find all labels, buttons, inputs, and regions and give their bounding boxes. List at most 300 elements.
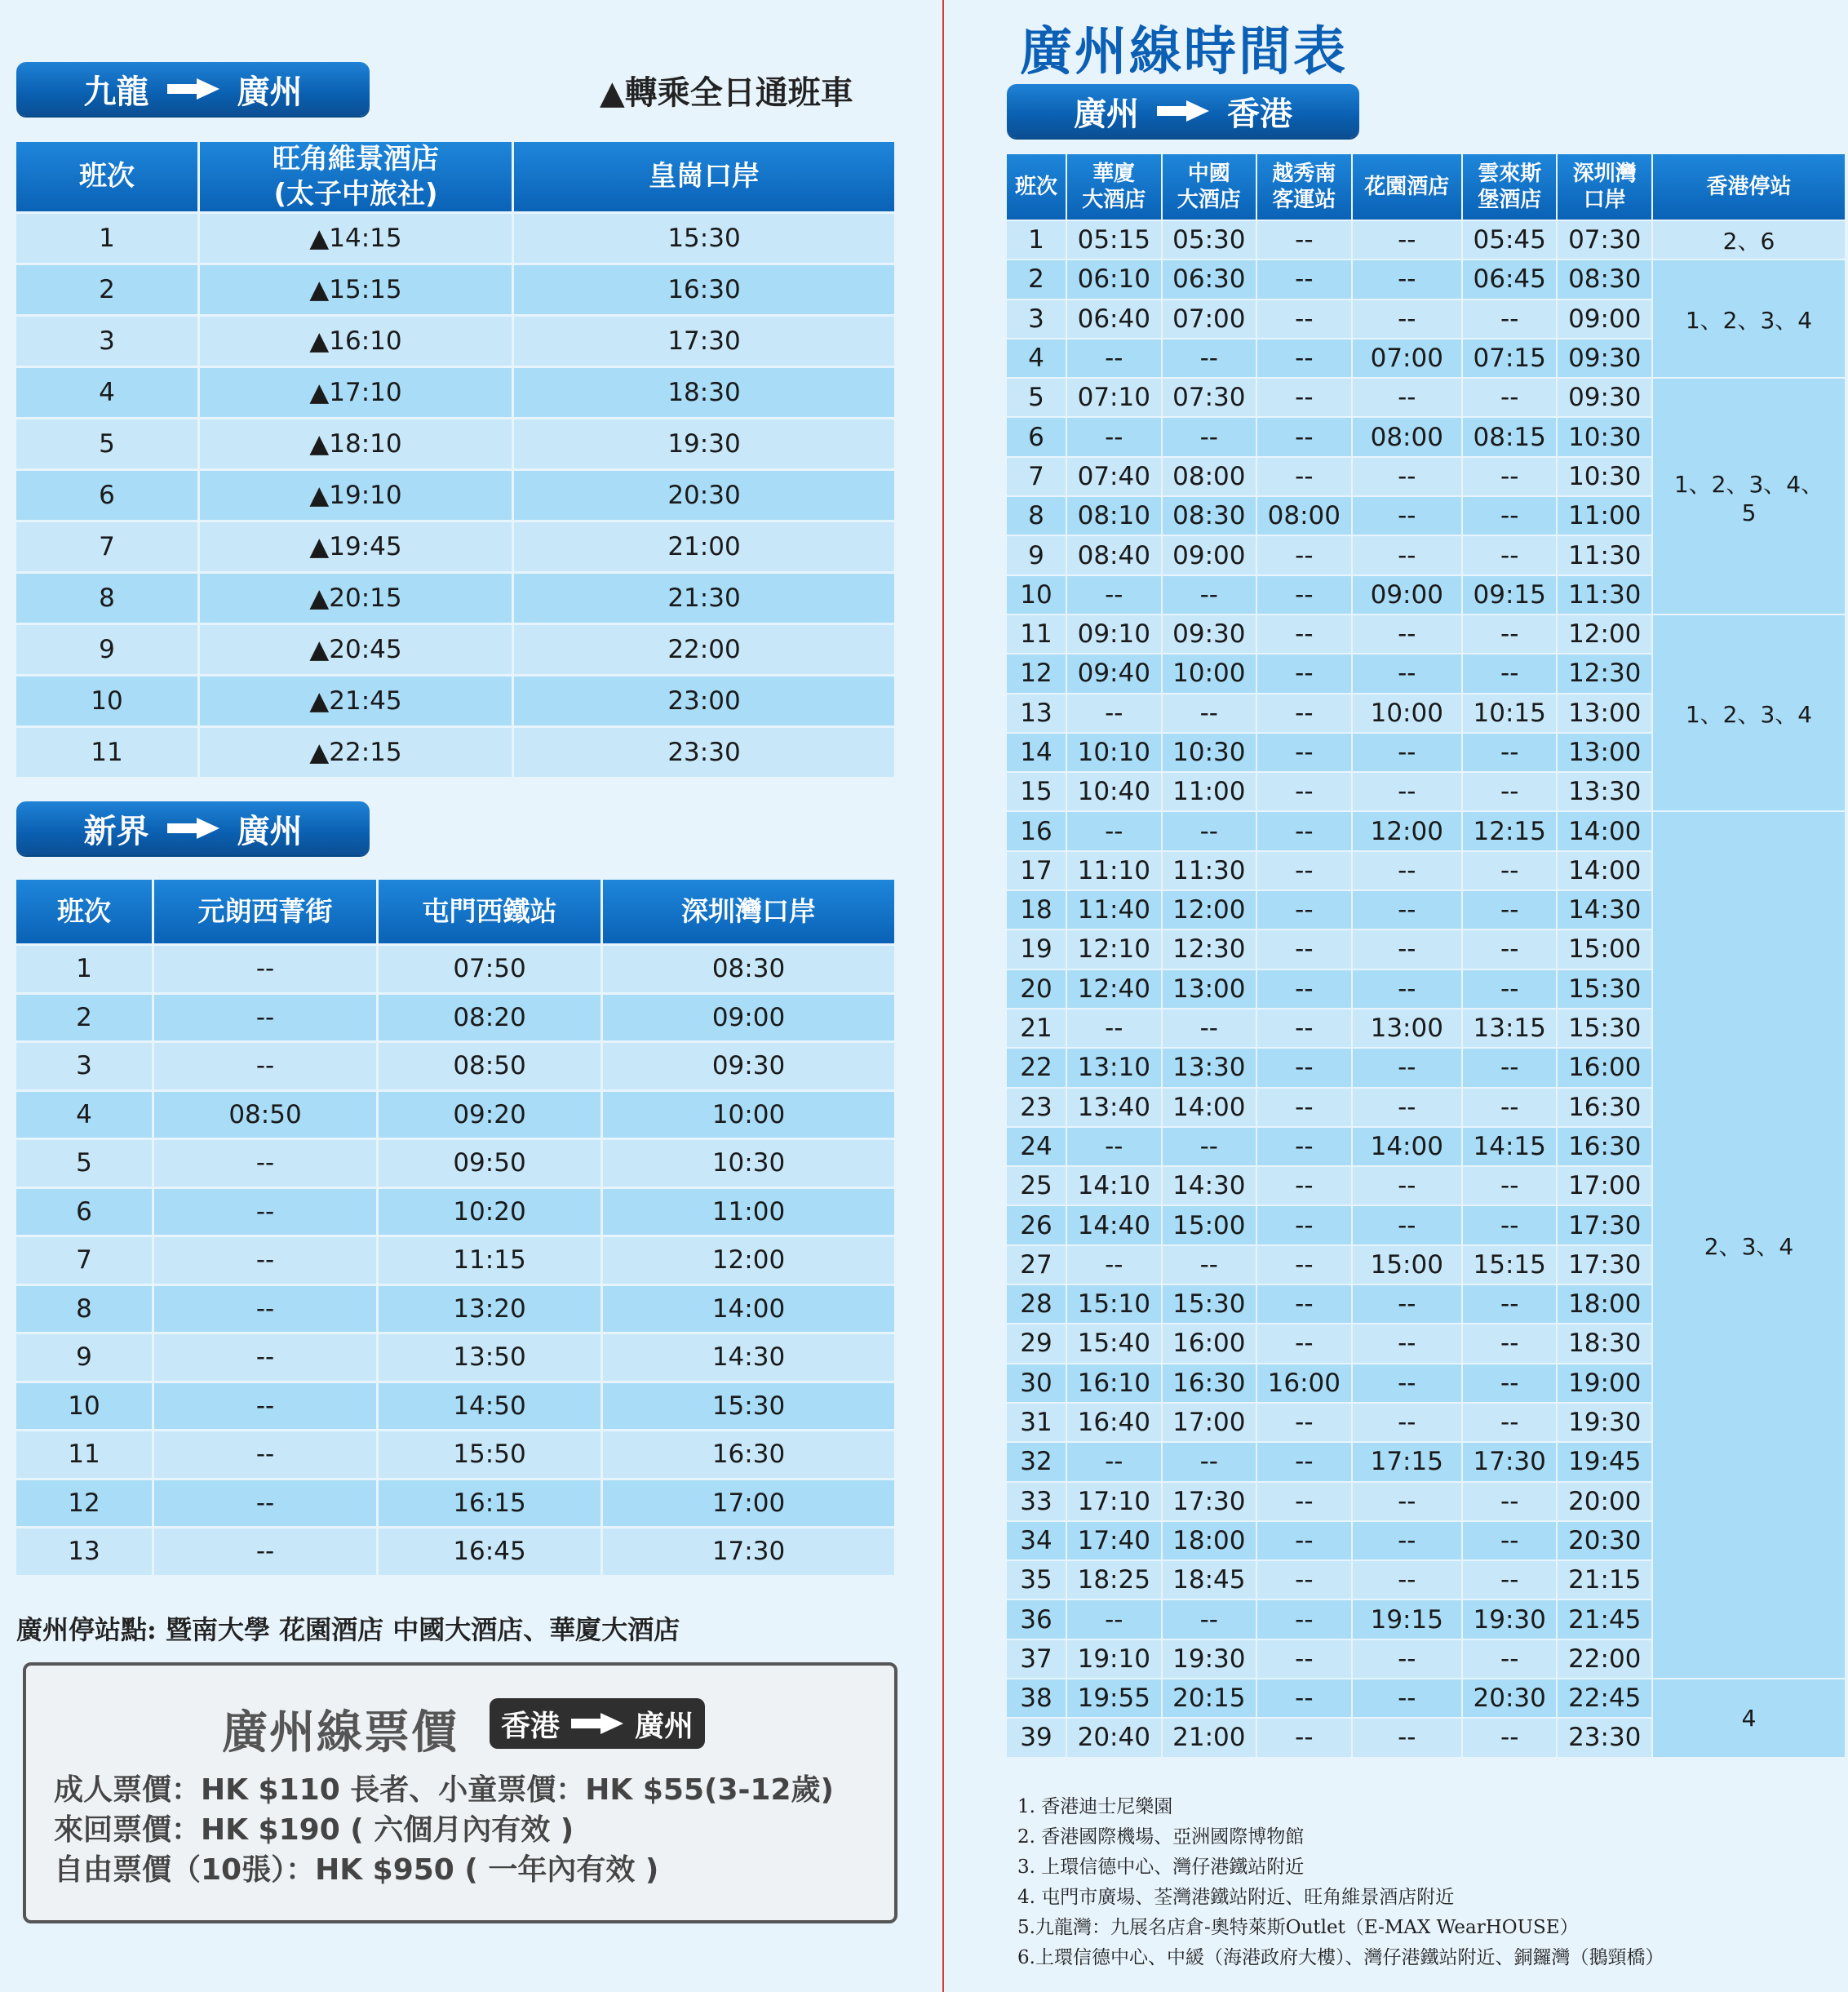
table-cell: 17:00 <box>1558 1167 1651 1205</box>
table-cell: -- <box>154 946 376 992</box>
table-row <box>1007 379 1845 416</box>
table-cell: -- <box>1463 852 1557 890</box>
table-cell: -- <box>1163 1600 1256 1638</box>
table-cell: -- <box>1463 1206 1557 1244</box>
table-cell: 27 <box>1007 1246 1066 1284</box>
table-cell: ▲20:15 <box>200 574 512 623</box>
table-cell: -- <box>1067 1009 1161 1047</box>
hk-stop-group: 4 <box>1653 1679 1845 1757</box>
table-cell: 06:40 <box>1067 300 1161 338</box>
legend-item: 5.九龍灣：九展名店倉-奧特萊斯Outlet（E-MAX WearHOUSE） <box>1017 1917 1579 1938</box>
table-cell: 25 <box>1007 1167 1066 1205</box>
table-cell: 17:30 <box>1558 1246 1651 1284</box>
table-cell: 13:40 <box>1067 1089 1161 1126</box>
table-row <box>16 1237 894 1284</box>
table-cell: -- <box>1257 970 1351 1008</box>
table-cell: -- <box>1257 1522 1351 1559</box>
table-cell: 16:00 <box>1558 1049 1651 1086</box>
table-cell: 13:00 <box>1163 970 1256 1008</box>
table-cell: 11:30 <box>1163 852 1256 890</box>
table-cell: 32 <box>1007 1443 1066 1480</box>
table-cell: 16:00 <box>1163 1324 1256 1362</box>
table-cell: -- <box>1257 1483 1351 1520</box>
table-cell: -- <box>1353 1404 1461 1441</box>
table-cell: -- <box>1463 497 1557 535</box>
table-cell: -- <box>1067 1246 1161 1284</box>
table-cell: 8 <box>16 574 197 623</box>
table-cell: -- <box>1257 536 1351 574</box>
table-cell: 10:30 <box>1558 418 1651 455</box>
table-row <box>16 995 894 1041</box>
table-cell: -- <box>1353 536 1461 574</box>
table-cell: 20:00 <box>1558 1483 1651 1520</box>
table-cell: 17 <box>1007 852 1066 890</box>
fare-line-single: 成人票價：HK $110 長者、小童票價：HK $55(3-12歲) <box>54 1773 834 1807</box>
table-cell: -- <box>1353 1049 1461 1086</box>
table-cell: 09:30 <box>1558 339 1651 377</box>
table-cell: -- <box>1257 1049 1351 1086</box>
table-cell: -- <box>154 1528 376 1575</box>
table-cell: 12 <box>16 1480 152 1527</box>
table-cell: 14:40 <box>1067 1206 1161 1244</box>
table-cell: -- <box>154 1480 376 1527</box>
table-cell: -- <box>154 1431 376 1478</box>
table-cell: 14 <box>1007 734 1066 771</box>
table-cell: 11:00 <box>1163 773 1256 810</box>
table-cell: 08:30 <box>1163 497 1256 535</box>
table-cell: 19:30 <box>1163 1640 1256 1678</box>
table-cell: -- <box>1353 1364 1461 1402</box>
table-cell: -- <box>1257 339 1351 377</box>
table-row <box>16 368 894 417</box>
table-cell: 23:00 <box>514 677 894 725</box>
table-row <box>16 1431 894 1478</box>
table-row <box>16 214 894 263</box>
hk-stop-group: 2、6 <box>1653 221 1845 259</box>
table-cell: 23 <box>1007 1089 1066 1126</box>
legend-item: 6.上環信德中心、中緩（海港政府大樓）、灣仔港鐵站附近、銅鑼灣（鵝頸橋） <box>1017 1947 1664 1968</box>
table-cell: -- <box>1463 1404 1557 1441</box>
table-cell: 17:30 <box>603 1528 894 1575</box>
table-cell: 08:15 <box>1463 418 1557 455</box>
table-row <box>16 1043 894 1089</box>
table-cell: 12:15 <box>1463 812 1557 850</box>
table-cell: -- <box>1353 734 1461 771</box>
column-header: 香港停站 <box>1653 154 1845 220</box>
table-cell: 20:15 <box>1163 1679 1256 1717</box>
table-cell: 18:00 <box>1558 1285 1651 1323</box>
table-row <box>16 1140 894 1187</box>
arrow-right-icon <box>571 1713 623 1734</box>
table-cell: -- <box>1257 576 1351 614</box>
table-cell: 15:00 <box>1163 1206 1256 1244</box>
table-cell: 21:15 <box>1558 1561 1651 1599</box>
table-cell: -- <box>1067 418 1161 455</box>
table-cell: -- <box>1463 970 1557 1008</box>
column-header: 華廈 大酒店 <box>1067 154 1161 220</box>
table-cell: 17:30 <box>514 317 894 366</box>
table-cell: 15:30 <box>1558 970 1651 1008</box>
table-cell: -- <box>1353 300 1461 338</box>
table-cell: -- <box>1463 930 1557 968</box>
table-cell: 07:15 <box>1463 339 1557 377</box>
table-cell: 12:00 <box>1558 615 1651 653</box>
route-to: 香港 <box>1227 95 1292 133</box>
table-cell: -- <box>154 1383 376 1430</box>
table-cell: -- <box>1463 1364 1557 1402</box>
table-cell: -- <box>1353 1167 1461 1205</box>
table-cell: 15:30 <box>603 1383 894 1430</box>
table-row <box>16 419 894 468</box>
table-cell: 09:00 <box>1353 576 1461 614</box>
table-row <box>16 471 894 520</box>
table-cell: -- <box>1257 1443 1351 1480</box>
table-cell: 8 <box>1007 497 1066 535</box>
table-cell: -- <box>1353 654 1461 692</box>
table-cell: -- <box>1067 1128 1161 1165</box>
table-cell: 13:15 <box>1463 1009 1557 1047</box>
table-cell: 15:30 <box>1163 1285 1256 1323</box>
table-cell: 16:30 <box>1558 1089 1651 1126</box>
table-cell: 16 <box>1007 812 1066 850</box>
table-cell: 16:30 <box>603 1431 894 1478</box>
table-cell: 08:00 <box>1257 497 1351 535</box>
table-cell: -- <box>1163 418 1256 455</box>
table-cell: -- <box>1257 1561 1351 1599</box>
table-cell: 19:55 <box>1067 1679 1161 1717</box>
table-cell: -- <box>1163 694 1256 732</box>
table-cell: 10:15 <box>1463 694 1557 732</box>
table-cell: -- <box>154 1334 376 1381</box>
table-cell: 28 <box>1007 1285 1066 1323</box>
table-cell: 15:00 <box>1353 1246 1461 1284</box>
table-cell: -- <box>1257 773 1351 810</box>
table-cell: 16:30 <box>1163 1364 1256 1402</box>
table-cell: -- <box>1257 654 1351 692</box>
table-cell: -- <box>1257 1679 1351 1717</box>
table-cell: -- <box>1257 812 1351 850</box>
fares-route-badge <box>490 1698 705 1749</box>
table-row <box>16 1286 894 1333</box>
route-from: 廣州 <box>1074 95 1139 133</box>
table-cell: 05:45 <box>1463 221 1557 259</box>
table-row <box>16 677 894 725</box>
table-cell: -- <box>1353 891 1461 929</box>
table-cell: -- <box>154 1286 376 1333</box>
table-cell: -- <box>1163 1443 1256 1480</box>
table-cell: 07:40 <box>1067 458 1161 495</box>
kowloon-timetable <box>14 140 897 779</box>
table-cell: -- <box>1353 497 1461 535</box>
table-cell: -- <box>1353 458 1461 495</box>
table-cell: -- <box>154 1189 376 1236</box>
table-cell: -- <box>1463 891 1557 929</box>
hk-stop-group: 1、2、3、4 <box>1653 260 1845 377</box>
table-row <box>16 1383 894 1430</box>
table-row <box>16 522 894 571</box>
table-cell: -- <box>1353 260 1461 298</box>
table-cell: 09:10 <box>1067 615 1161 653</box>
table-cell: 19:15 <box>1353 1600 1461 1638</box>
table-cell: 14:15 <box>1463 1128 1557 1165</box>
table-cell: 06:45 <box>1463 260 1557 298</box>
table-cell: 10:00 <box>1163 654 1256 692</box>
table-cell: -- <box>1257 1009 1351 1047</box>
table-cell: 35 <box>1007 1561 1066 1599</box>
table-cell: -- <box>1163 1128 1256 1165</box>
table-row <box>16 574 894 623</box>
table-cell: 07:30 <box>1163 379 1256 416</box>
table-cell: 11:30 <box>1558 576 1651 614</box>
table-cell: 23:30 <box>1558 1719 1651 1756</box>
table-cell: 2 <box>16 265 197 314</box>
table-cell: 18 <box>1007 891 1066 929</box>
column-header: 越秀南 客運站 <box>1257 154 1351 220</box>
table-cell: 17:30 <box>1558 1206 1651 1244</box>
table-cell: 13:30 <box>1163 1049 1256 1086</box>
table-cell: 13:00 <box>1353 1009 1461 1047</box>
table-cell: 15 <box>1007 773 1066 810</box>
table-row <box>16 1092 894 1138</box>
table-cell: 2 <box>1007 260 1066 298</box>
table-cell: 08:50 <box>379 1043 600 1089</box>
table-row <box>1007 260 1845 298</box>
table-cell: 19:45 <box>1558 1443 1651 1480</box>
table-cell: 6 <box>16 471 197 520</box>
table-cell: 21 <box>1007 1009 1066 1047</box>
table-cell: 13 <box>1007 694 1066 732</box>
table-cell: 05:15 <box>1067 221 1161 259</box>
fares-title: 廣州線票價 <box>222 1706 459 1759</box>
table-cell: 07:00 <box>1353 339 1461 377</box>
table-cell: 08:10 <box>1067 497 1161 535</box>
table-cell: 12:00 <box>1163 891 1256 929</box>
table-cell: -- <box>1463 654 1557 692</box>
table-cell: 37 <box>1007 1640 1066 1678</box>
table-cell: -- <box>1067 694 1161 732</box>
table-cell: 08:30 <box>603 946 894 992</box>
table-cell: 11:00 <box>603 1189 894 1236</box>
table-cell: -- <box>1257 1285 1351 1323</box>
legend-item: 2. 香港國際機場、亞洲國際博物館 <box>1017 1826 1305 1848</box>
column-header: 中國 大酒店 <box>1163 154 1256 220</box>
table-cell: 12:30 <box>1163 930 1256 968</box>
table-cell: 26 <box>1007 1206 1066 1244</box>
table-cell: 38 <box>1007 1679 1066 1717</box>
table-row <box>1007 1679 1845 1717</box>
table-cell: -- <box>1353 970 1461 1008</box>
table-cell: -- <box>1463 379 1557 416</box>
table-cell: 4 <box>16 368 197 417</box>
table-row <box>16 625 894 674</box>
table-cell: 3 <box>1007 300 1066 338</box>
column-header: 雲來斯 堡酒店 <box>1463 154 1557 220</box>
table-cell: -- <box>1353 379 1461 416</box>
table-cell: 4 <box>1007 339 1066 377</box>
table-cell: 22:45 <box>1558 1679 1651 1717</box>
table-cell: 20:40 <box>1067 1719 1161 1756</box>
table-cell: 19:00 <box>1558 1364 1651 1402</box>
table-cell: -- <box>1353 1285 1461 1323</box>
table-cell: 17:30 <box>1463 1443 1557 1480</box>
table-cell: -- <box>154 995 376 1041</box>
column-header: 班次 <box>1007 154 1066 220</box>
route-from: 九龍 <box>83 73 149 111</box>
table-cell: 12:00 <box>603 1237 894 1284</box>
table-cell: -- <box>1353 852 1461 890</box>
arrow-right-icon <box>1157 100 1209 122</box>
table-cell: -- <box>1067 1600 1161 1638</box>
table-cell: 21:00 <box>514 522 894 571</box>
table-cell: -- <box>1353 1089 1461 1126</box>
hk-stop-group: 1、2、3、4 <box>1653 615 1845 810</box>
table-cell: 18:00 <box>1163 1522 1256 1559</box>
table-cell: 14:30 <box>1558 891 1651 929</box>
table-cell: 3 <box>16 1043 152 1089</box>
table-cell: 21:45 <box>1558 1600 1651 1638</box>
table-cell: 15:00 <box>1558 930 1651 968</box>
table-cell: 08:50 <box>154 1092 376 1138</box>
table-cell: -- <box>1067 339 1161 377</box>
table-cell: -- <box>1257 734 1351 771</box>
table-cell: 11:00 <box>1558 497 1651 535</box>
table-cell: 5 <box>16 419 197 468</box>
guangzhou-stops: 廣州停站點: 暨南大學 花園酒店 中國大酒店、華廈大酒店 <box>16 1614 680 1645</box>
table-cell: -- <box>1463 773 1557 810</box>
table-cell: 06:10 <box>1067 260 1161 298</box>
table-cell: 07:00 <box>1163 300 1256 338</box>
table-row <box>1007 221 1845 259</box>
table-cell: -- <box>1463 1167 1557 1205</box>
table-cell: 16:30 <box>514 265 894 314</box>
table-cell: 10:10 <box>1067 734 1161 771</box>
table-cell: -- <box>1257 418 1351 455</box>
table-cell: 7 <box>1007 458 1066 495</box>
table-cell: 7 <box>16 1237 152 1284</box>
column-header: 元朗西菁街 <box>154 880 376 943</box>
column-header: 屯門西鐵站 <box>379 880 600 943</box>
table-cell: -- <box>1163 339 1256 377</box>
table-cell: -- <box>1257 1719 1351 1756</box>
table-cell: -- <box>1067 576 1161 614</box>
table-cell: 22:00 <box>514 625 894 674</box>
table-cell: -- <box>1353 930 1461 968</box>
table-cell: 07:50 <box>379 946 600 992</box>
legend-item: 4. 屯門市廣場、荃灣港鐵站附近、旺角維景酒店附近 <box>1017 1887 1455 1908</box>
table-cell: 22:00 <box>1558 1640 1651 1678</box>
table-cell: ▲22:15 <box>200 728 512 777</box>
table-cell: -- <box>1163 576 1256 614</box>
table-cell: -- <box>1353 1324 1461 1362</box>
table-cell: 19:30 <box>1463 1600 1557 1638</box>
table-cell: 10 <box>16 1383 152 1430</box>
table-cell: 16:15 <box>379 1480 600 1527</box>
table-cell: 20:30 <box>1463 1679 1557 1717</box>
route-to: 廣州 <box>237 812 303 850</box>
table-cell: ▲17:10 <box>200 368 512 417</box>
legend-item: 1. 香港迪士尼樂園 <box>1017 1796 1173 1817</box>
table-cell: 3 <box>16 317 197 366</box>
table-cell: 11:10 <box>1067 852 1161 890</box>
route-to: 廣州 <box>237 73 303 111</box>
table-cell: 17:30 <box>1163 1483 1256 1520</box>
table-cell: 14:30 <box>1163 1167 1256 1205</box>
table-cell: 11:40 <box>1067 891 1161 929</box>
table-cell: -- <box>1257 891 1351 929</box>
table-cell: 15:30 <box>514 214 894 263</box>
table-cell: 19:30 <box>1558 1404 1651 1441</box>
table-cell: 09:15 <box>1463 576 1557 614</box>
table-cell: -- <box>1353 1483 1461 1520</box>
table-cell: 17:10 <box>1067 1483 1161 1520</box>
table-cell: 08:40 <box>1067 536 1161 574</box>
table-cell: 5 <box>16 1140 152 1187</box>
table-cell: 10:20 <box>379 1189 600 1236</box>
table-cell: 16:30 <box>1558 1128 1651 1165</box>
table-cell: -- <box>1257 260 1351 298</box>
table-cell: 12:30 <box>1558 654 1651 692</box>
table-cell: 23:30 <box>514 728 894 777</box>
table-cell: -- <box>1463 1522 1557 1559</box>
table-cell: 11 <box>16 1431 152 1478</box>
table-cell: 17:15 <box>1353 1443 1461 1480</box>
table-cell: -- <box>1257 852 1351 890</box>
table-cell: 16:40 <box>1067 1404 1161 1441</box>
table-cell: 11:30 <box>1558 536 1651 574</box>
table-cell: -- <box>1257 1167 1351 1205</box>
table-cell: -- <box>1257 300 1351 338</box>
column-header: 花園酒店 <box>1353 154 1461 220</box>
table-cell: 15:40 <box>1067 1324 1161 1362</box>
table-cell: 14:00 <box>1163 1089 1256 1126</box>
table-cell: ▲18:10 <box>200 419 512 468</box>
table-cell: 31 <box>1007 1404 1066 1441</box>
table-cell: 10:30 <box>603 1140 894 1187</box>
table-cell: -- <box>1463 1561 1557 1599</box>
table-cell: -- <box>154 1140 376 1187</box>
column-header: 旺角維景酒店 (太子中旅社) <box>200 142 512 211</box>
table-cell: 33 <box>1007 1483 1066 1520</box>
table-cell: 15:50 <box>379 1431 600 1478</box>
column-divider <box>942 0 944 1992</box>
table-cell: 14:10 <box>1067 1167 1161 1205</box>
table-cell: -- <box>1463 536 1557 574</box>
column-header: 班次 <box>16 880 152 943</box>
table-cell: ▲19:45 <box>200 522 512 571</box>
table-cell: 21:30 <box>514 574 894 623</box>
table-cell: 09:00 <box>603 995 894 1041</box>
table-cell: 9 <box>1007 536 1066 574</box>
table-cell: -- <box>154 1043 376 1089</box>
table-cell: 9 <box>16 625 197 674</box>
column-header: 深圳灣 口岸 <box>1558 154 1651 220</box>
table-cell: 06:30 <box>1163 260 1256 298</box>
table-cell: 12:00 <box>1353 812 1461 850</box>
table-cell: 09:50 <box>379 1140 600 1187</box>
table-cell: -- <box>1353 1640 1461 1678</box>
table-cell: -- <box>1257 1128 1351 1165</box>
table-cell: 18:45 <box>1163 1561 1256 1599</box>
table-cell: -- <box>1067 812 1161 850</box>
table-cell: 14:00 <box>1558 852 1651 890</box>
table-cell: ▲20:45 <box>200 625 512 674</box>
table-cell: 07:30 <box>1558 221 1651 259</box>
table-cell: -- <box>1257 1600 1351 1638</box>
table-cell: -- <box>1163 1009 1256 1047</box>
table-cell: 13:00 <box>1558 734 1651 771</box>
table-cell: 10:30 <box>1558 458 1651 495</box>
table-row <box>16 946 894 992</box>
